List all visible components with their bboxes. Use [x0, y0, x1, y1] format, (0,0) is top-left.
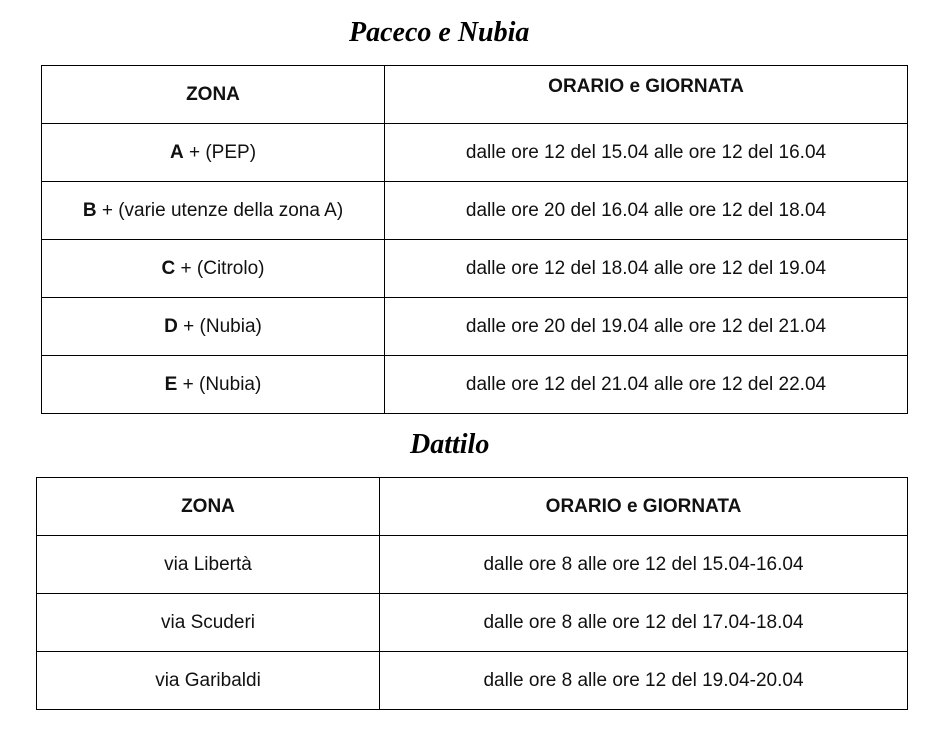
- zone-detail: + (Citrolo): [175, 257, 265, 279]
- table-row: [42, 298, 908, 356]
- schedule-table-paceco-nubia: [41, 65, 908, 414]
- table-row: [37, 594, 908, 652]
- table-row: [42, 124, 908, 182]
- table-row: [42, 182, 908, 240]
- zone-cell: via Libertà: [37, 536, 380, 594]
- zone-code: E: [164, 373, 178, 395]
- section-title-paceco-nubia: Paceco e Nubia: [349, 17, 530, 48]
- zone-detail: + (PEP): [183, 141, 257, 163]
- time-cell: dalle ore 12 del 21.04 alle ore 12 del 22.04: [385, 356, 908, 414]
- zone-cell: [42, 298, 385, 356]
- zone-code: B: [82, 199, 97, 221]
- section-title-dattilo: Dattilo: [410, 429, 490, 460]
- time-cell: dalle ore 20 del 16.04 alle ore 12 del 18.04: [385, 182, 908, 240]
- zone-cell: [42, 240, 385, 298]
- time-cell: dalle ore 8 alle ore 12 del 19.04-20.04: [380, 652, 908, 710]
- zone-cell: [42, 356, 385, 414]
- table-header-row: [42, 66, 908, 124]
- time-cell: dalle ore 12 del 18.04 alle ore 12 del 19.04: [385, 240, 908, 298]
- column-header-time: ORARIO e GIORNATA: [380, 478, 908, 536]
- zone-detail: + (varie utenze della zona A): [96, 199, 344, 221]
- table-row: [42, 240, 908, 298]
- column-header-time: ORARIO e GIORNATA: [385, 66, 908, 124]
- zone-detail: + (Nubia): [177, 315, 262, 337]
- time-cell: dalle ore 8 alle ore 12 del 17.04-18.04: [380, 594, 908, 652]
- zone-cell: [42, 124, 385, 182]
- zone-code: A: [169, 141, 184, 163]
- zone-cell: [42, 182, 385, 240]
- column-header-zone: ZONA: [37, 478, 380, 536]
- table-row: [42, 356, 908, 414]
- table-row: [37, 536, 908, 594]
- time-cell: dalle ore 12 del 15.04 alle ore 12 del 16.04: [385, 124, 908, 182]
- zone-detail: + (Nubia): [177, 373, 262, 395]
- zone-cell: via Scuderi: [37, 594, 380, 652]
- table-row: [37, 652, 908, 710]
- zone-code: D: [164, 315, 178, 337]
- time-cell: dalle ore 20 del 19.04 alle ore 12 del 21.04: [385, 298, 908, 356]
- schedule-table-dattilo: [36, 477, 908, 710]
- zone-code: C: [161, 257, 176, 279]
- zone-cell: via Garibaldi: [37, 652, 380, 710]
- table-header-row: [37, 478, 908, 536]
- column-header-zone: ZONA: [42, 66, 385, 124]
- time-cell: dalle ore 8 alle ore 12 del 15.04-16.04: [380, 536, 908, 594]
